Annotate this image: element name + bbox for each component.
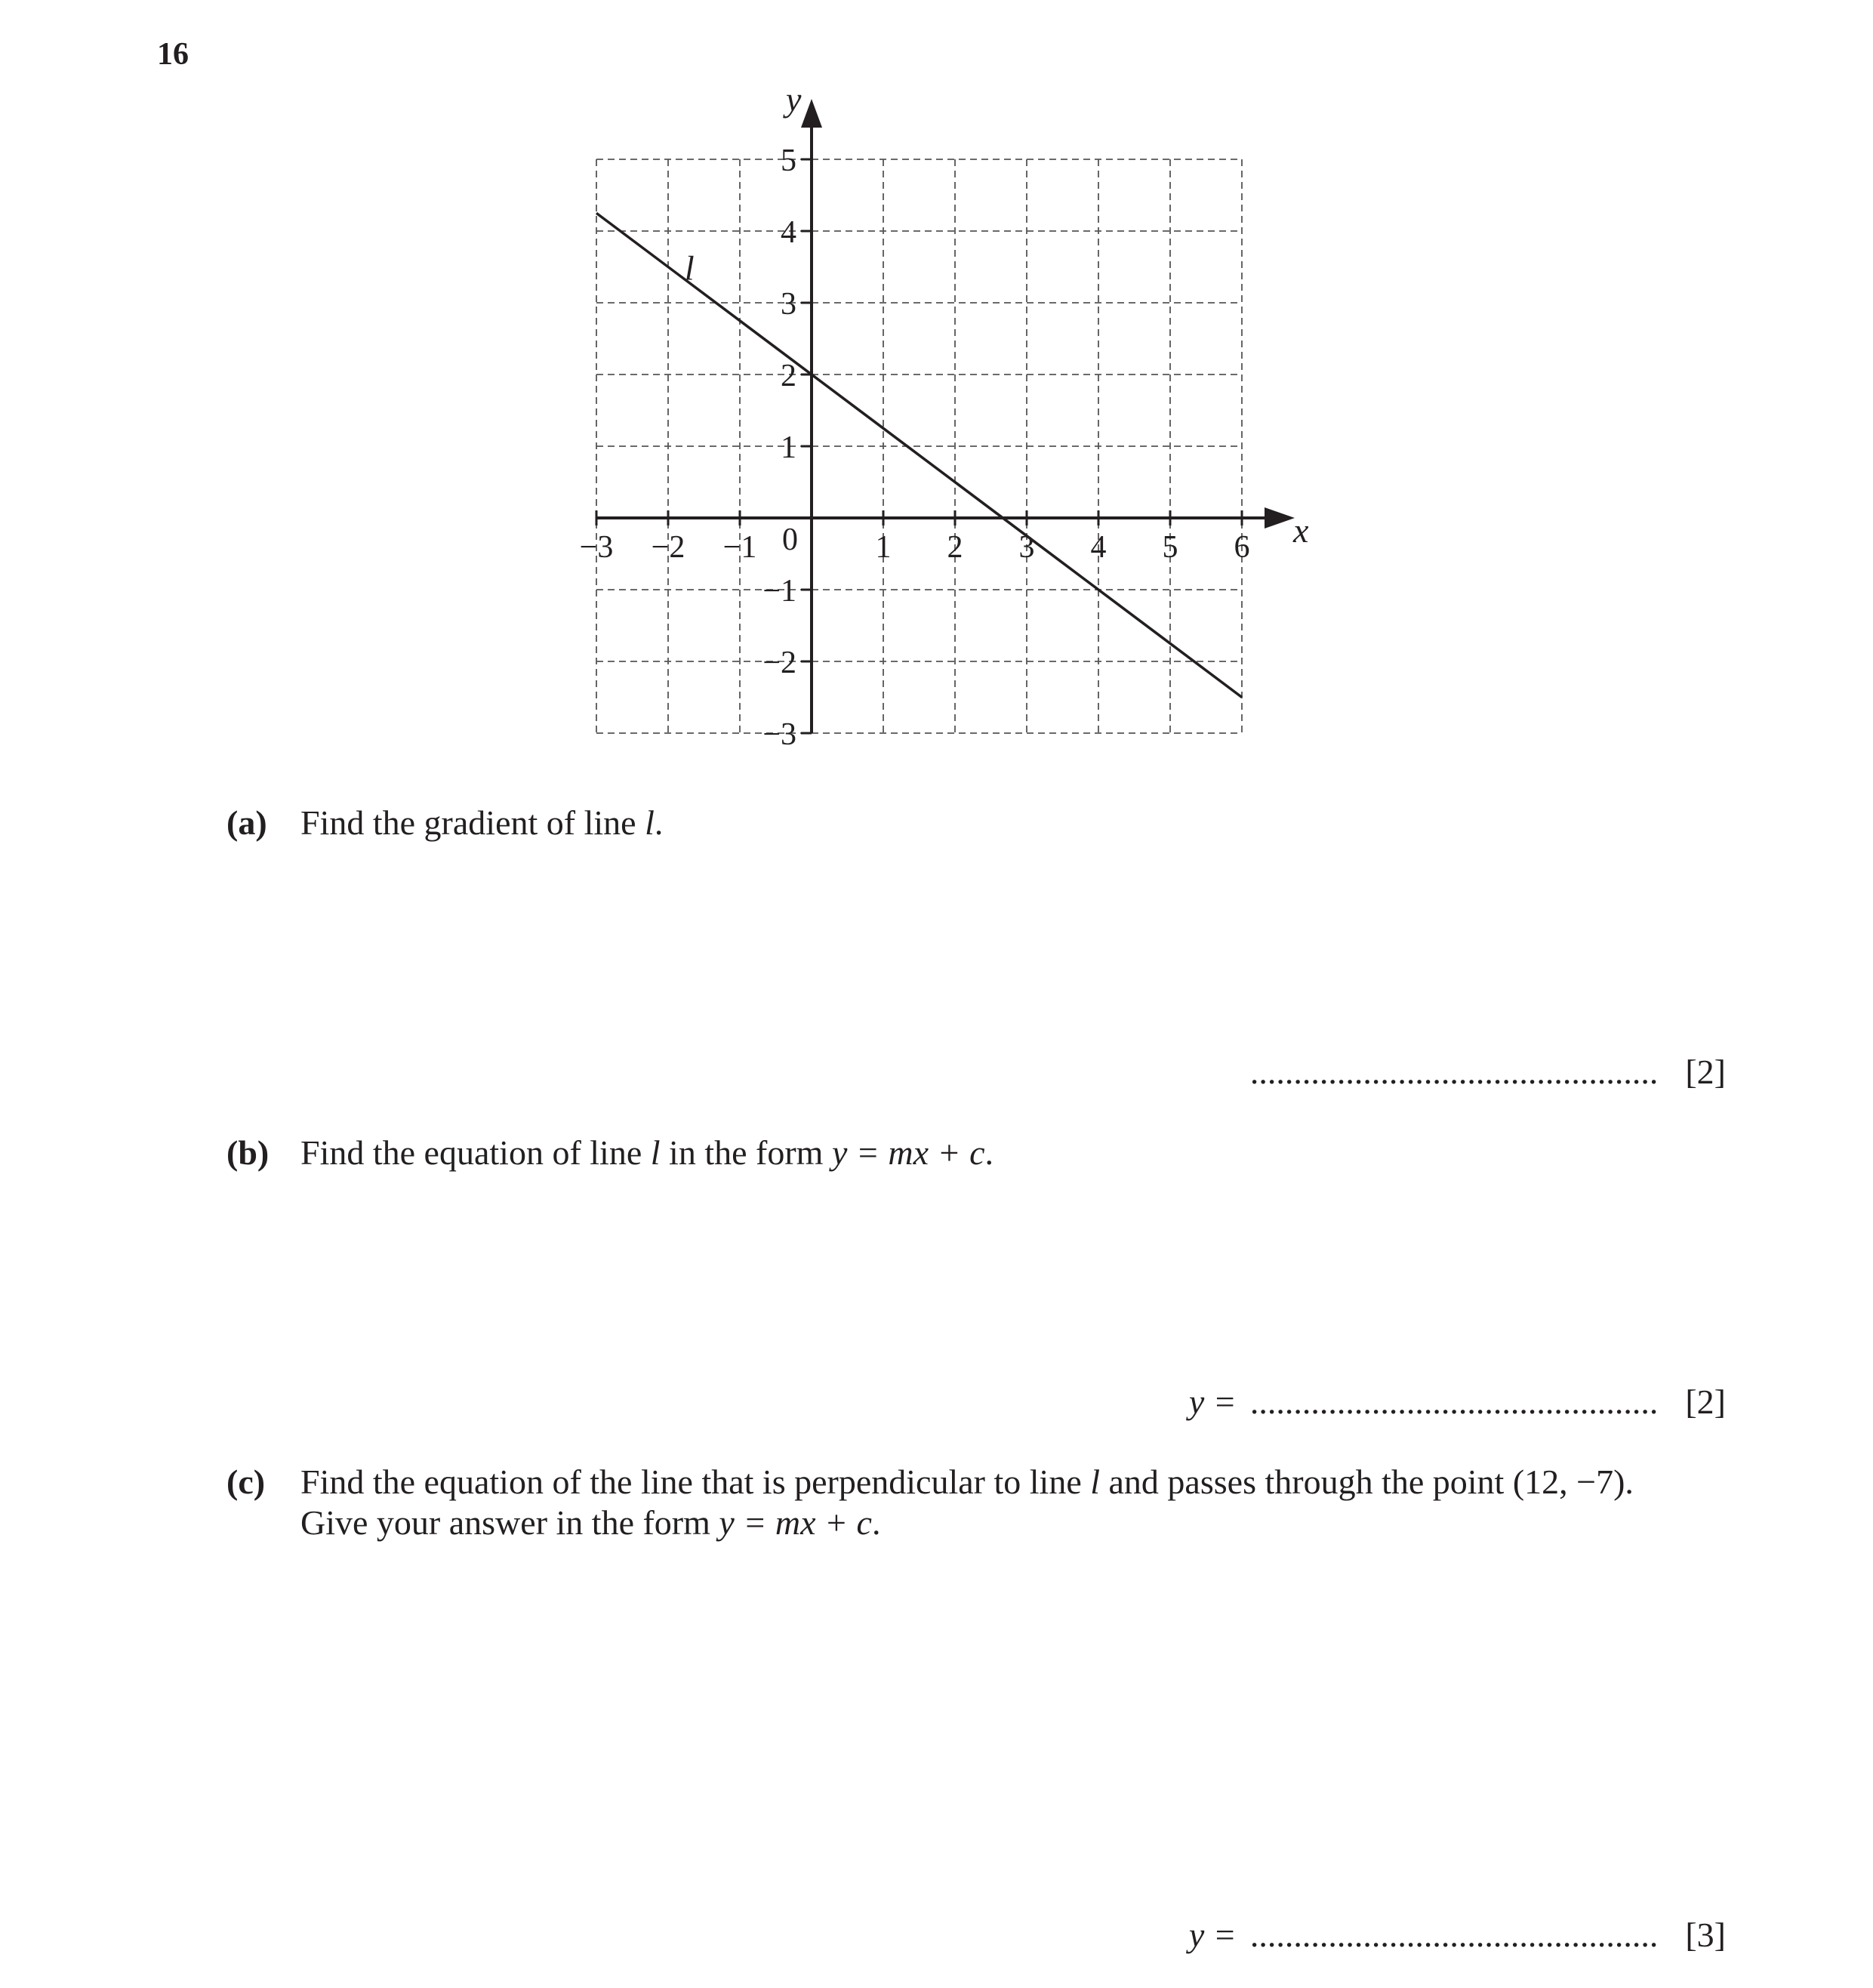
- part-a-label: (a): [226, 803, 267, 842]
- line-l: [596, 213, 1242, 697]
- y-tick-label: 1: [781, 430, 796, 465]
- y-tick-label: 5: [781, 143, 796, 178]
- part-c-answer-line[interactable]: ...............................................: [1249, 1916, 1659, 1954]
- x-tick-label: 6: [1234, 530, 1250, 565]
- part-c-text-mid: and passes through the point (12, −7).: [1100, 1462, 1634, 1501]
- x-tick-label: 5: [1162, 530, 1178, 565]
- part-c-end: .: [871, 1503, 881, 1542]
- part-a-answer-line[interactable]: ...............................................: [1249, 1053, 1659, 1091]
- part-a-marks: [2]: [1685, 1053, 1726, 1091]
- part-b-answer-line[interactable]: ...............................................: [1249, 1382, 1659, 1421]
- x-tick-label: −3: [579, 530, 614, 565]
- part-b-var: l: [650, 1133, 661, 1172]
- axes: [596, 80, 1309, 733]
- part-a: [226, 803, 663, 843]
- part-c-formula: y = mx + c: [719, 1503, 872, 1542]
- coordinate-graph: [0, 0, 1873, 755]
- x-tick-label: 4: [1090, 530, 1107, 565]
- y-axis-label: y: [786, 80, 802, 119]
- part-b-text-mid: in the form: [660, 1133, 832, 1172]
- part-a-text: Find the gradient of line: [300, 803, 645, 842]
- y-tick-label: −1: [762, 574, 796, 609]
- line-l-label: l: [684, 248, 695, 288]
- part-a-var: l: [645, 803, 655, 842]
- part-c-line2: [226, 1503, 1634, 1543]
- part-b-answer-prefix: y =: [1188, 1382, 1237, 1421]
- x-tick-label: 2: [947, 530, 963, 565]
- part-c-answer-row: [1189, 1915, 1726, 1956]
- x-tick-label: −1: [722, 530, 757, 565]
- part-b-text: Find the equation of line: [300, 1133, 651, 1172]
- part-b-answer-row: [1189, 1382, 1726, 1422]
- part-c: [226, 1462, 1634, 1543]
- y-tick-label: −3: [762, 717, 796, 752]
- y-tick-label: 4: [781, 215, 796, 250]
- part-b-label: (b): [226, 1133, 270, 1172]
- y-tick-label: −2: [762, 646, 796, 680]
- y-tick-label: 3: [781, 287, 796, 322]
- part-c-var: l: [1090, 1462, 1101, 1501]
- origin-label: 0: [782, 522, 798, 557]
- x-tick-label: 1: [875, 530, 892, 565]
- part-c-question: [300, 1462, 1634, 1503]
- x-axis-arrow: [1265, 507, 1295, 529]
- x-tick-label: 3: [1018, 530, 1035, 565]
- part-c-line2-text: Give your answer in the form: [300, 1503, 719, 1542]
- question-number: 16: [157, 37, 189, 72]
- part-c-label: (c): [226, 1462, 266, 1501]
- part-c-text: Find the equation of the line that is perpendicular to line: [300, 1462, 1091, 1501]
- part-c-marks: [3]: [1685, 1916, 1726, 1954]
- part-b: [226, 1133, 993, 1173]
- x-axis-label: x: [1293, 511, 1309, 550]
- part-a-answer-row: [1250, 1052, 1726, 1093]
- part-b-question: [300, 1133, 993, 1173]
- y-axis-arrow: [801, 99, 822, 128]
- part-a-question: [300, 803, 663, 843]
- part-a-end: .: [654, 803, 664, 842]
- part-b-formula: y = mx + c: [831, 1133, 985, 1172]
- x-tick-label: −2: [651, 530, 685, 565]
- grid-lines: [596, 159, 1242, 733]
- part-b-end: .: [984, 1133, 994, 1172]
- y-tick-label: 2: [781, 359, 796, 393]
- part-c-answer-prefix: y =: [1188, 1916, 1237, 1954]
- part-b-marks: [2]: [1685, 1382, 1726, 1421]
